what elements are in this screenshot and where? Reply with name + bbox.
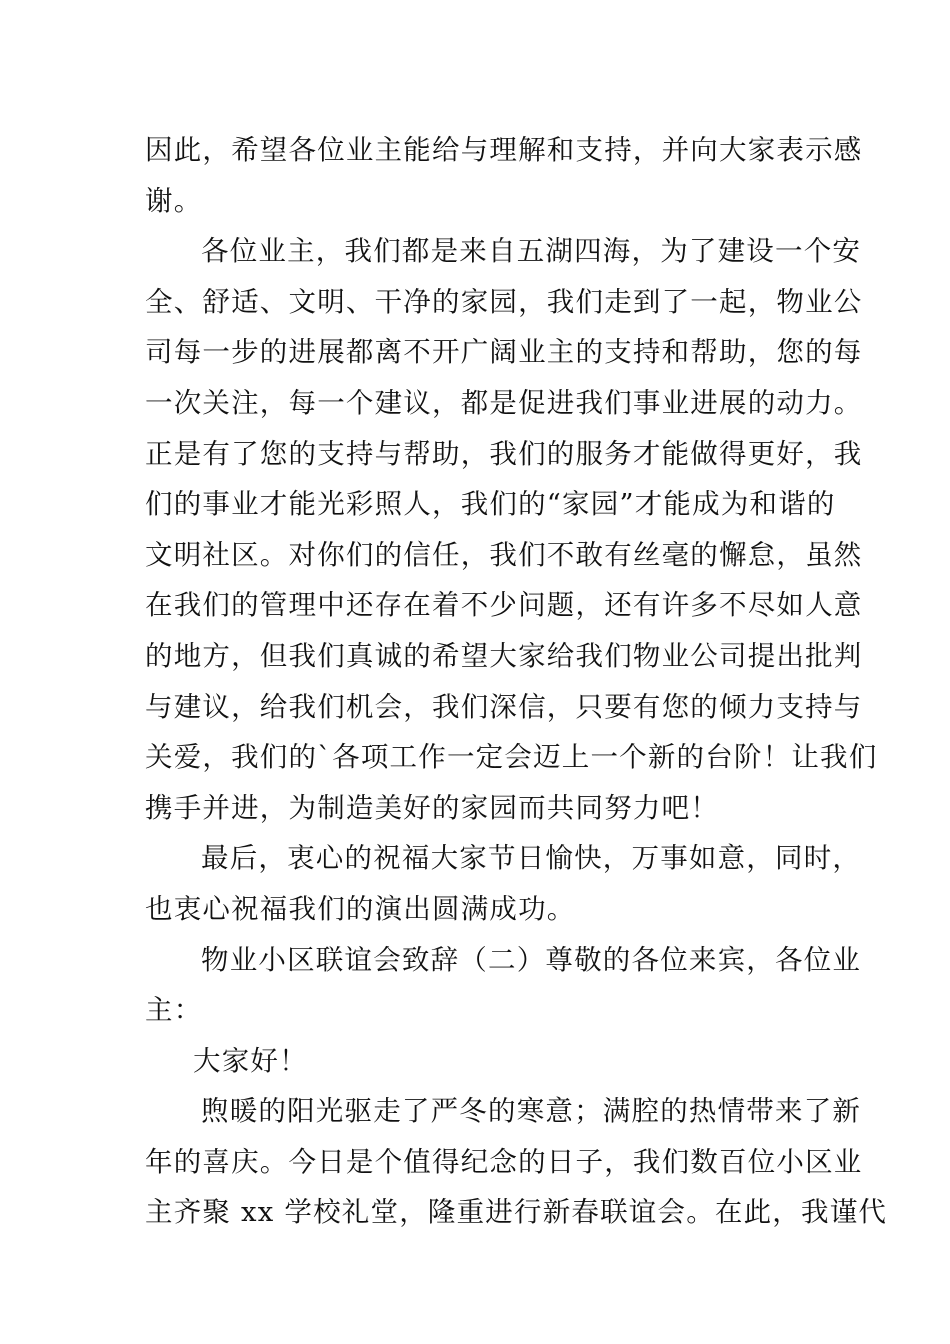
text-line: 们的事业才能光彩照人，我们的“家园”才能成为和谐的 [145, 488, 836, 521]
text-line: 携手并进，为制造美好的家园而共同努力吧！ [145, 791, 719, 824]
text-line: 的地方，但我们真诚的希望大家给我们物业公司提出批判 [145, 639, 863, 672]
text-line: 文明社区。对你们的信任，我们不敢有丝毫的懈怠，虽然 [145, 538, 863, 571]
text-line: 一次关注，每一个建议，都是促进我们事业进展的动力。 [145, 386, 863, 419]
text-line: 关爱，我们的`各项工作一定会迈上一个新的台阶！让我们 [145, 741, 878, 774]
text-line: 在我们的管理中还存在着不少问题，还有许多不尽如人意 [145, 589, 863, 622]
text-line: 因此，希望各位业主能给与理解和支持，并向大家表示感 [145, 134, 863, 166]
text-line: 主： [145, 994, 203, 1027]
text-line: 正是有了您的支持与帮助，我们的服务才能做得更好，我 [145, 437, 863, 470]
text-line: 年的喜庆。今日是个值得纪念的日子，我们数百位小区业 [145, 1145, 863, 1178]
paragraph-start-line: 煦暖的阳光驱走了严冬的寒意；满腔的热情带来了新 [201, 1095, 862, 1128]
text-line: 全、舒适、文明、干净的家园，我们走到了一起，物业公 [145, 285, 863, 318]
text-line: 也衷心祝福我们的演出圆满成功。 [145, 892, 576, 925]
greeting-line: 大家好！ [193, 1044, 308, 1077]
document-body [145, 125, 888, 1238]
text-line: 与建议，给我们机会，我们深信，只要有您的倾力支持与 [145, 690, 863, 723]
paragraph-start-line: 最后，衷心的祝福大家节日愉快，万事如意，同时， [201, 842, 862, 875]
text-line: 主齐聚 xx 学校礼堂，隆重进行新春联谊会。在此，我谨代 [145, 1196, 888, 1229]
paragraph-start-line: 物业小区联谊会致辞（二）尊敬的各位来宾，各位业 [201, 943, 862, 976]
text-line: 谢。 [145, 184, 203, 217]
text-line: 司每一步的进展都离不开广阔业主的支持和帮助，您的每 [145, 336, 863, 369]
paragraph-start-line: 各位业主，我们都是来自五湖四海，为了建设一个安 [201, 235, 862, 268]
